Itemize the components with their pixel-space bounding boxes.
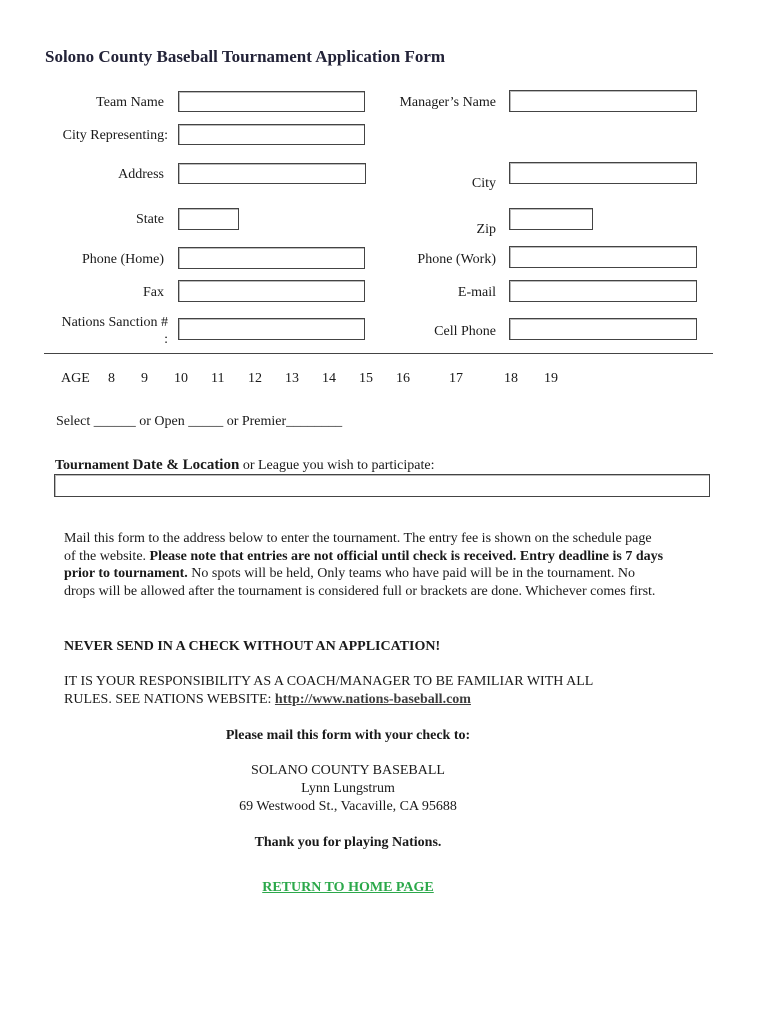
return-to-home-link[interactable]: RETURN TO HOME PAGE [262,880,434,895]
instructions-text-a: Mail this form to the address below to enter the tournament. The entry fee is shown on the schedule page of the website. [64,531,652,564]
team-name-label: Team Name [96,95,164,110]
age-option[interactable]: 9 [141,371,148,386]
managers-name-label: Manager’s Name [399,95,496,110]
city-field[interactable] [509,162,697,184]
age-option[interactable]: 18 [504,371,518,386]
instructions-paragraph [64,530,664,600]
instructions-bold: Please note that entries are not official until check is received. Entry deadline is 7 days prior to tournament. [64,548,664,581]
thank-you-text: Thank you for playing Nations. [254,835,442,850]
cell-phone-field[interactable] [509,318,697,340]
age-option[interactable]: 13 [285,371,299,386]
age-label: AGE [61,371,90,386]
fax-field[interactable] [178,280,365,302]
age-option[interactable]: 11 [211,371,225,386]
city-label: City [471,176,496,191]
age-option[interactable]: 15 [359,371,373,386]
phone-home-field[interactable] [178,247,365,269]
age-option[interactable]: 17 [449,371,463,386]
nations-sanction-field[interactable] [178,318,365,340]
tournament-date-location: Date & Location [132,457,240,473]
mailing-line-1: SOLANO COUNTY BASEBALL [251,763,445,778]
zip-label: Zip [476,222,496,237]
tournament-label-prefix: Tournament [55,458,133,473]
page-title: Solono County Baseball Tournament Application Form [45,47,446,66]
mailing-line-3: 69 Westwood St., Vacaville, CA 95688 [239,799,457,814]
managers-name-field[interactable] [509,90,697,112]
state-field[interactable] [178,208,239,230]
age-option[interactable]: 16 [396,371,410,386]
section-divider [44,353,713,354]
responsibility-paragraph [64,673,634,708]
address-label: Address [118,167,164,182]
return-home-container [0,880,733,896]
phone-home-label: Phone (Home) [81,252,164,267]
age-option[interactable]: 12 [248,371,262,386]
nations-sanction-colon: : [164,332,168,347]
email-field[interactable] [509,280,697,302]
team-name-field[interactable] [178,91,365,112]
tournament-label [55,457,435,474]
division-select-line[interactable]: Select ______ or Open _____ or Premier________ [56,414,343,429]
city-representing-label: City Representing: [62,128,168,143]
mailing-heading: Please mail this form with your check to: [225,728,471,743]
mailing-line-2: Lynn Lungstrum [301,781,395,796]
tournament-label-suffix: or League you wish to participate: [239,458,435,473]
fax-label: Fax [143,285,164,300]
phone-work-label: Phone (Work) [417,252,496,267]
nations-sanction-label: Nations Sanction # [61,315,168,330]
zip-field[interactable] [509,208,593,230]
phone-work-field[interactable] [509,246,697,268]
city-representing-field[interactable] [178,124,365,145]
cell-phone-label: Cell Phone [434,324,496,339]
age-option[interactable]: 10 [174,371,188,386]
address-field[interactable] [178,163,366,184]
responsibility-text: IT IS YOUR RESPONSIBILITY AS A COACH/MANAGER TO BE FAMILIAR WITH ALL RULES. SEE NATIONS WEBSITE: [64,674,593,707]
check-warning: NEVER SEND IN A CHECK WITHOUT AN APPLICATION! [64,639,441,654]
email-label: E-mail [457,285,496,300]
nations-website-link[interactable]: http://www.nations-baseball.com [274,691,471,707]
tournament-field[interactable] [54,474,710,497]
age-option[interactable]: 8 [108,371,115,386]
state-label: State [136,212,164,227]
age-option[interactable]: 14 [322,371,336,386]
age-option[interactable]: 19 [544,371,558,386]
instructions-text-b: No spots will be held, Only teams who have paid will be in the tournament. No drops will be allowed after the tournament is considered full or brackets are done. Whichever comes first. [64,566,656,599]
